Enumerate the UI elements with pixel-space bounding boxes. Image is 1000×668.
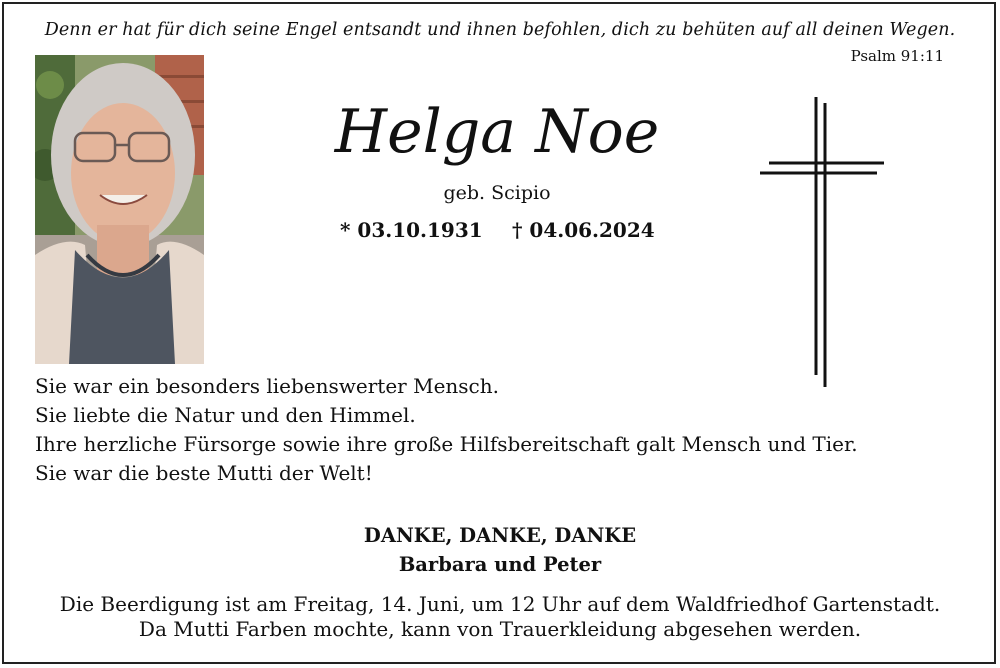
tribute-line: Sie liebte die Natur und den Himmel.: [35, 403, 416, 427]
maiden-name: geb. Scipio: [443, 182, 551, 204]
signatories: Barbara und Peter: [398, 553, 602, 576]
latin-cross-icon: [755, 95, 890, 390]
tribute-text: [35, 372, 858, 488]
deceased-name: Helga Noe: [334, 97, 660, 167]
bible-verse: Denn er hat für dich seine Engel entsandt und ihnen befohlen, dich zu behüten auf all deinen Wegen.: [44, 20, 956, 40]
portrait-illustration: [35, 55, 204, 364]
thanks-block: [0, 521, 1000, 579]
tribute-line: Sie war die beste Mutti der Welt!: [35, 461, 373, 485]
verse-reference: Psalm 91:11: [850, 47, 944, 65]
portrait-photo: [35, 55, 204, 364]
funeral-notice: [0, 592, 1000, 642]
death-date: † 04.06.2024: [512, 218, 655, 242]
thanks-line: DANKE, DANKE, DANKE: [363, 524, 637, 547]
dress-code-note: Da Mutti Farben mochte, kann von Trauerkleidung abgesehen werden.: [138, 617, 862, 641]
birth-date: * 03.10.1931: [340, 218, 483, 242]
tribute-line: Ihre herzliche Fürsorge sowie ihre große Hilfsbereitschaft galt Mensch und Tier.: [35, 432, 858, 456]
funeral-details: Die Beerdigung ist am Freitag, 14. Juni, um 12 Uhr auf dem Waldfriedhof Gartenstadt.: [59, 592, 941, 616]
tribute-line: Sie war ein besonders liebenswerter Mensch.: [35, 374, 499, 398]
